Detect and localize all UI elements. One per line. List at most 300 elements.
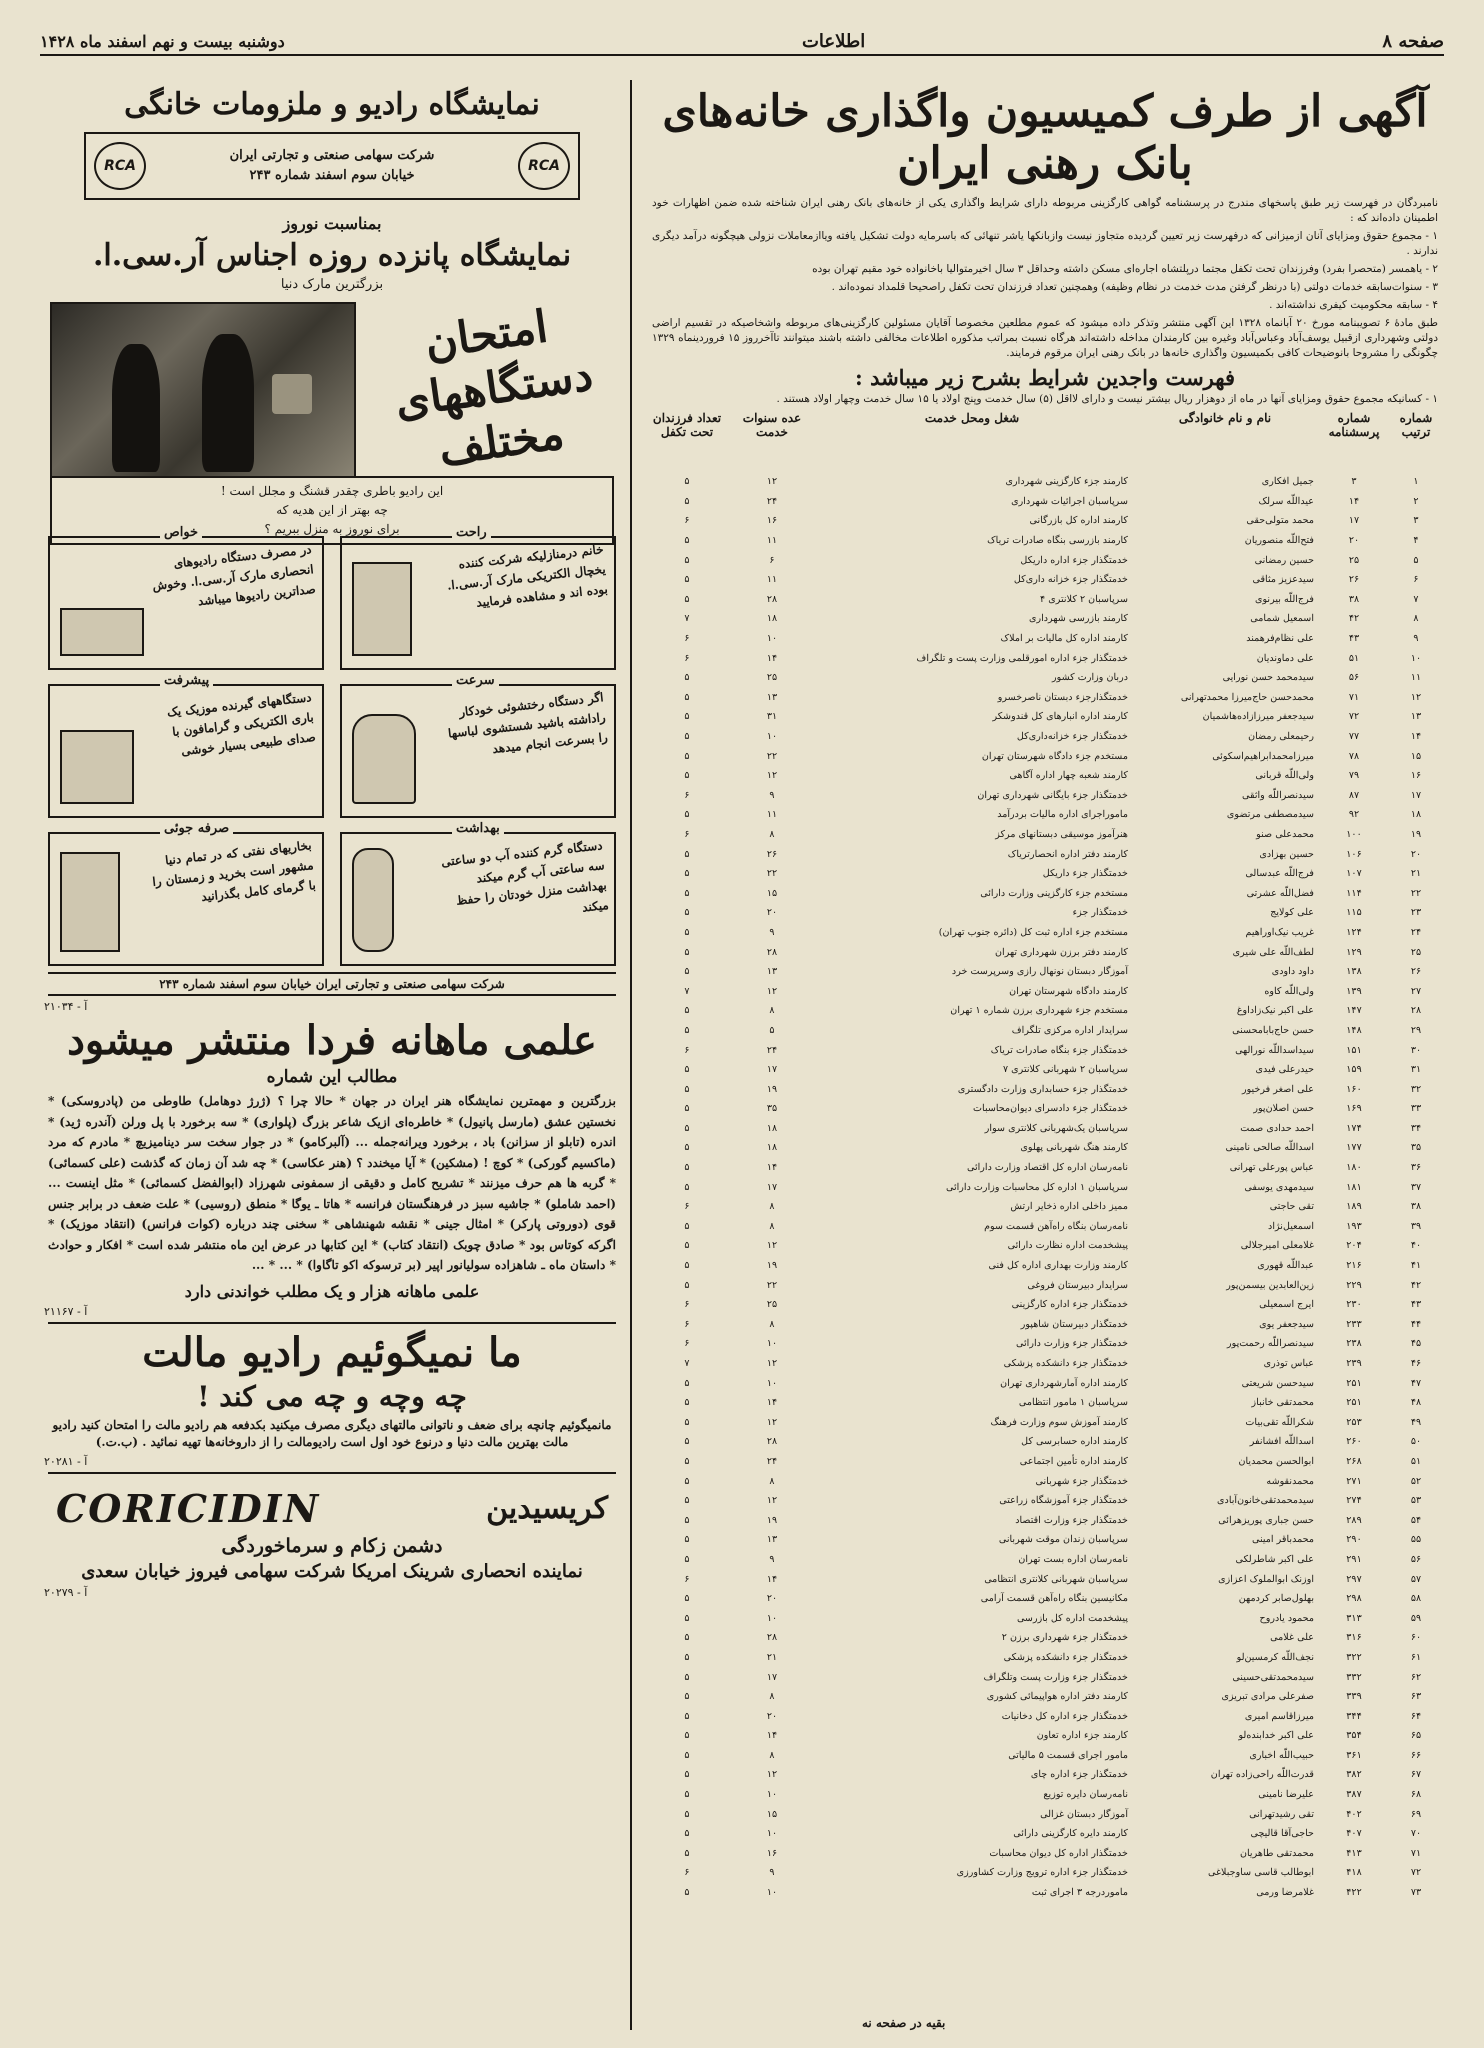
- cell-years: ۱۵: [766, 887, 778, 899]
- cell-name: قدرت‌اللّه راحی‌زاده تهران: [1210, 1769, 1314, 1781]
- eligible-table: [642, 410, 1442, 1902]
- table-row: [642, 1413, 1442, 1433]
- continued-note: بقیه در صفحه نه: [862, 2016, 946, 2030]
- cell-row: ۱۱: [1410, 672, 1422, 684]
- rca-tagline: بزرگترین مارک دنیا: [280, 277, 384, 292]
- cell-children: ۵: [684, 1260, 690, 1272]
- cell-job: ممیز داخلی اداره ذخایر ارتش: [1010, 1201, 1128, 1213]
- product-box: [48, 673, 324, 818]
- cell-children: ۶: [684, 1573, 690, 1585]
- cell-job: هنرآموز موسیقی دبستانهای مرکز: [995, 828, 1128, 840]
- cell-children: ۵: [684, 1220, 690, 1232]
- cell-row: ۷۳: [1410, 1887, 1422, 1899]
- cell-years: ۱۷: [766, 1671, 778, 1683]
- table-header-row: [642, 410, 1442, 472]
- cell-children: ۵: [684, 1005, 690, 1017]
- cell-children: ۵: [684, 1122, 690, 1134]
- cell-years: ۹: [769, 789, 775, 801]
- table-row: [642, 1021, 1442, 1041]
- cell-children: ۵: [684, 672, 690, 684]
- cell-job: سرایدار اداره مرکزی تلگراف: [1011, 1024, 1128, 1036]
- cell-years: ۱۴: [766, 1162, 778, 1174]
- cell-name: حیدرعلی فیدی: [1255, 1064, 1314, 1076]
- table-row: [642, 1373, 1442, 1393]
- product-box-text: دستگاههای گیرنده موزیک یک باری الکتریکی و گرامافون با صدای طبیعی بسیار خوشی: [166, 690, 317, 759]
- cell-form: ۵۶: [1348, 672, 1360, 684]
- table-row: [642, 668, 1442, 688]
- cell-years: ۱۰: [766, 1887, 778, 1899]
- table-row: [642, 531, 1442, 551]
- col-name: نام و نام خانوادگی: [1178, 411, 1272, 425]
- cell-name: احمد حدادی صمت: [1240, 1122, 1314, 1134]
- cell-name: عباس پورعلی تهرانی: [1229, 1162, 1314, 1174]
- table-row: [642, 1491, 1442, 1511]
- cell-form: ۱۴: [1348, 495, 1360, 507]
- table-row: [642, 629, 1442, 649]
- cell-years: ۹: [769, 1867, 775, 1879]
- cell-name: سیدمهدی یوسفی: [1244, 1181, 1314, 1193]
- cell-name: فرج‌اللّه بیرنوی: [1254, 593, 1314, 605]
- cell-form: ۱۶۰: [1346, 1083, 1362, 1095]
- cell-form: ۲۵۳: [1346, 1416, 1362, 1428]
- cell-years: ۲۴: [766, 1044, 778, 1056]
- table-row: [642, 1138, 1442, 1158]
- promo-script: امتحان دستگاههای مختلف: [391, 301, 596, 476]
- cell-form: ۱۸۹: [1346, 1201, 1362, 1213]
- cell-form: ۲۹۱: [1346, 1553, 1362, 1565]
- cell-children: ۶: [684, 1867, 690, 1879]
- cell-name: اوزنک ابوالملوک اعزازی: [1218, 1573, 1314, 1585]
- cell-job: خدمتگذار جزء بایگانی شهرداری تهران: [977, 789, 1128, 801]
- table-row: [642, 1785, 1442, 1805]
- cell-form: ۱۱۴: [1346, 887, 1362, 899]
- radiomalt-title: ما نمیگوئیم رادیو مالت: [142, 1328, 522, 1376]
- table-row: [642, 1119, 1442, 1139]
- issue-date: دوشنبه بیست و نهم اسفند ماه ۱۴۲۸: [40, 31, 285, 51]
- cell-job: کارمند دفتر برزن شهرداری تهران: [994, 946, 1128, 958]
- ads-column: [44, 86, 620, 2026]
- table-row: [642, 1040, 1442, 1060]
- cell-years: ۱۲: [766, 1416, 778, 1428]
- fridge-icon: [352, 562, 412, 656]
- cell-years: ۲۲: [766, 868, 778, 880]
- cell-row: ۵۰: [1410, 1436, 1422, 1448]
- cell-form: ۷۸: [1348, 750, 1360, 762]
- cell-children: ۵: [684, 1083, 690, 1095]
- radio-icon: [60, 608, 144, 656]
- cell-years: ۸: [769, 1220, 775, 1232]
- cell-row: ۲۱: [1410, 868, 1422, 880]
- cell-row: ۱: [1413, 476, 1419, 488]
- cell-form: ۱۲۴: [1346, 926, 1362, 938]
- cell-job: کارمند بازرسی شهرداری: [1028, 613, 1128, 625]
- cell-children: ۵: [684, 1612, 690, 1624]
- product-box-label: خواص: [160, 525, 202, 540]
- cell-job: سرپاسبان ۱ اداره کل محاسبات وزارت دارائی: [945, 1181, 1128, 1193]
- cell-job: آموزگار دبستان غزالی: [1040, 1808, 1128, 1820]
- table-row: [642, 1236, 1442, 1256]
- cell-children: ۵: [684, 1632, 690, 1644]
- cell-children: ۵: [684, 1181, 690, 1193]
- caption-line: برای نوروز به منزل ببریم ؟: [264, 522, 400, 536]
- cell-form: ۴۰۷: [1346, 1828, 1362, 1840]
- cell-form: ۳۸۲: [1346, 1769, 1362, 1781]
- table-row: [642, 590, 1442, 610]
- radiomalt-body: مانمیگوئیم چانچه برای ضعف و ناتوانی مالتهای دیگری مصرف میکنید بکدفعه هم رادیو مالت را امتحان کنید رادیو مالت بهترین مالت دنیا و درنوع خود اول است رادیومالت را از داروخانه‌ها تهیه نمائید . (ب.ت.): [52, 1417, 612, 1449]
- cell-job: مستخدم جزء اداره ثبت کل (دائره جنوب تهران): [938, 926, 1128, 938]
- cell-row: ۶۹: [1410, 1808, 1422, 1820]
- cell-name: محمدباقر امینی: [1251, 1534, 1314, 1546]
- cell-children: ۶: [684, 1299, 690, 1311]
- table-row: [642, 1197, 1442, 1217]
- cell-name: سیدجعفر یوی: [1259, 1318, 1314, 1330]
- cell-name: محمد متولی‌حقی: [1246, 515, 1314, 527]
- cell-form: ۲۷۱: [1346, 1475, 1362, 1487]
- notice-condition: ۴ - سابقه محکومیت کیفری نداشته‌اند .: [1269, 299, 1438, 311]
- cell-children: ۶: [684, 1044, 690, 1056]
- cell-job: خدمتگذار جزء دادسرای دیوان‌محاسبات: [973, 1103, 1128, 1115]
- table-row: [642, 1804, 1442, 1824]
- cell-row: ۴۹: [1410, 1416, 1422, 1428]
- cell-row: ۶۲: [1410, 1671, 1422, 1683]
- page-number: صفحه ۸: [1382, 30, 1444, 52]
- cell-years: ۲۴: [766, 495, 778, 507]
- cell-name: محمدعلی صنو: [1256, 828, 1314, 840]
- cell-name: علی غلامی: [1270, 1632, 1314, 1644]
- cell-children: ۵: [684, 868, 690, 880]
- cell-years: ۸: [769, 1691, 775, 1703]
- cell-children: ۵: [684, 926, 690, 938]
- cell-form: ۲۶: [1348, 574, 1360, 586]
- table-row: [642, 472, 1442, 492]
- cell-name: اسمعیل‌نژاد: [1268, 1220, 1314, 1232]
- cell-row: ۲۳: [1410, 907, 1422, 919]
- cell-job: کارمند دادگاه شهرستان تهران: [1009, 985, 1128, 997]
- cell-form: ۴۱۳: [1346, 1847, 1362, 1859]
- cell-years: ۱۰: [766, 1828, 778, 1840]
- cell-row: ۵۸: [1410, 1593, 1422, 1605]
- cell-years: ۹: [769, 926, 775, 938]
- table-row: [642, 1824, 1442, 1844]
- list-note: ۱ - کسانیکه مجموع حقوق ومزایای آنها در ماه از دوهزار ریال بیشتر نیست و دارای لااقل (۵) سال خدمت وپنج اولاد یا ۱۵ سال خدمت وچهار اولاد هستند .: [776, 393, 1438, 405]
- cell-children: ۵: [684, 535, 690, 547]
- cell-form: ۱۹۳: [1346, 1220, 1362, 1232]
- cell-years: ۹: [769, 1553, 775, 1565]
- cell-children: ۵: [684, 1828, 690, 1840]
- notice-closing: طبق مادهٔ ۶ تصویبنامه مورخ ۲۰ آبانماه ۱۳۲۸ این آگهی منتشر وتذکر داده میشود که عموم مطلعین مخصوصا آقایان مسئولین کارگزینی‌های مربوطه واشخاصیکه در تقسیم اراضی دولتی وشهرداری ازقبیل یوسف‌آباد وعباس‌آباد وغیره بین کارمندان مداخله داشته‌اند هرگاه نسبت بمراتب مذکوره اطلاعات مخالفی داشته باشند میتوانند تاآخرروز ۱۵ فروردینماه ۱۳۲۹ چگونگی را مشروحا بانوضیحات کافی بکمیسیون واگذاری خانه‌ها در بانک رهنی ایران مرقوم فرمایند.: [652, 317, 1439, 359]
- cell-name: سیدمصطفی مرتضوی: [1226, 809, 1314, 821]
- cell-job: خدمتگذار اداره کل دیوان محاسبات: [989, 1847, 1128, 1859]
- cell-children: ۵: [684, 1749, 690, 1761]
- cell-years: ۵: [769, 1024, 775, 1036]
- cell-row: ۲۶: [1410, 966, 1422, 978]
- cell-years: ۲۸: [766, 1632, 778, 1644]
- cell-row: ۴۶: [1410, 1358, 1422, 1370]
- cell-row: ۲۲: [1410, 887, 1422, 899]
- ad-code: آ - ۲۱۰۳۴: [44, 1000, 88, 1013]
- cell-row: ۳۶: [1410, 1162, 1422, 1174]
- cell-form: ۱۸۱: [1346, 1181, 1362, 1193]
- cell-form: ۳۱۳: [1346, 1612, 1362, 1624]
- cell-name: غلامرضا ورمی: [1256, 1887, 1314, 1899]
- cell-years: ۱۸: [766, 613, 778, 625]
- cell-years: ۱۹: [766, 1514, 778, 1526]
- cell-form: ۲۹۰: [1346, 1534, 1362, 1546]
- radio-shape: [272, 374, 312, 414]
- cell-name: فرج‌اللّه عبدسالی: [1245, 868, 1314, 880]
- cell-years: ۱۷: [766, 1181, 778, 1193]
- cell-name: سیدعزیز مثاقی: [1252, 574, 1314, 586]
- cell-children: ۵: [684, 1769, 690, 1781]
- cell-job: مامور اجرای قسمت ۵ مالیاتی: [1008, 1749, 1128, 1761]
- cell-children: ۵: [684, 848, 690, 860]
- cell-years: ۲۲: [766, 750, 778, 762]
- cell-years: ۲۰: [766, 1593, 778, 1605]
- cell-row: ۹: [1413, 633, 1419, 645]
- cell-row: ۶۷: [1410, 1769, 1422, 1781]
- table-row: [642, 1275, 1442, 1295]
- caption-line: این رادیو باطری چقدر قشنگ و مجلل است !: [220, 484, 444, 498]
- table-row: [642, 707, 1442, 727]
- cell-job: مکانیسین بنگاه راه‌آهن قسمت آرامی: [980, 1593, 1128, 1605]
- table-row: [642, 511, 1442, 531]
- cell-row: ۳۱: [1410, 1064, 1422, 1076]
- table-row: [642, 1432, 1442, 1452]
- cell-form: ۴۰۲: [1346, 1808, 1362, 1820]
- cell-job: مستخدم جزء کارگزینی وزارت دارائی: [980, 887, 1128, 899]
- cell-name: علی اکبر نیک‌زاداوغ: [1236, 1005, 1314, 1017]
- cell-name: سیدنصراللّه واثقی: [1241, 789, 1314, 801]
- cell-children: ۵: [684, 750, 690, 762]
- ad-code: آ - ۲۰۲۸۱: [44, 1454, 88, 1468]
- cell-children: ۵: [684, 1651, 690, 1663]
- cell-form: ۲۵۱: [1346, 1377, 1362, 1389]
- cell-form: ۱۵۹: [1346, 1064, 1362, 1076]
- cell-children: ۵: [684, 1671, 690, 1683]
- cell-form: ۲۷۴: [1346, 1495, 1362, 1507]
- cell-form: ۱۴۷: [1346, 1005, 1362, 1017]
- cell-name: سیداسداللّه نورالهی: [1235, 1044, 1314, 1056]
- magazine-contents: بزرگترین و مهمترین نمایشگاه هنر ایران در جهان * حالا چرا ؟ (ژرژ دوهامل) طاوطی من (پادروسکی) * نخستین عشق (مارسل پانیول) * خاطره‌ای ازیک شاعر بزرگ (پلواری) * سه برخورد با پل ورلن (آندره ژید) * اندره (تابلو از سزانن) باد ، برخورد ویرانه‌جمله ... (آلبرکامو) * در جوار سخت سر دینامیزیچ * مادرم که مرد (ماکسیم گورکی) * کوچ ! (مشکین) * آیا میخندد ؟ (هنر عکاسی) * چه شد آن زمان که گذشت (علی کسمائی) * گربه ها هم حرف میزنند * تشریح کامل و دقیقی از سمفونی شهرزاد (ابوالفضل کسمائی) * مثل اینست ... (احمد شاملو) * جاشیه سبز در فرهنگستان فرانسه * هاتا ـ یوگا * منطق (روسیی) * علت ضعف در برابر جنس قوی (دوروتی پارکر) * امثال جینی * نقشه شهنشاهی * سخنی چند درباره (کوات فرانس) (انتقاد موزیک) * اگرکه کوتاس بود * صادق چوبک (انتقاد کتاب) * این کتابها در عرض این ماه منتشر شده است * افکار و حوادث * داستان ماه ـ شاهزاده سولیانور اپیر (بر ترسوکه اکو تاگاوا) * ... * ...: [48, 1094, 616, 1272]
- notice-condition: ۳ - سنوات‌سابقه خدمات دولتی (با درنظر گرفتن مدت خدمت در نظام وظیفه) وهمچنین تعداد فرزندان تحت تکفل راصحیحا قلمداد نموده‌اند .: [831, 281, 1438, 293]
- cell-form: ۱۴۸: [1346, 1024, 1362, 1036]
- cell-form: ۹۲: [1348, 809, 1360, 821]
- product-box-label: صرفه جوئی: [160, 821, 233, 836]
- cell-job: کارمند جزء اداره تعاون: [1036, 1730, 1128, 1742]
- cell-form: ۲۶۸: [1346, 1455, 1362, 1467]
- cell-row: ۶۰: [1410, 1632, 1422, 1644]
- table-row: [642, 1863, 1442, 1883]
- product-box: [340, 673, 616, 818]
- cell-years: ۱۲: [766, 1240, 778, 1252]
- cell-children: ۵: [684, 1593, 690, 1605]
- product-box-text: بخاریهای نفتی که در تمام دنیا مشهور است بخرید و زمستان را با گرمای کامل بگذرانید: [151, 838, 317, 904]
- cell-years: ۱۲: [766, 1769, 778, 1781]
- cell-years: ۲۲: [766, 1279, 778, 1291]
- cell-form: ۷۷: [1348, 731, 1360, 743]
- cell-years: ۱۵: [766, 1808, 778, 1820]
- cell-job: خدمتگذار جزء شهرداری برزن ۲: [1001, 1632, 1128, 1644]
- cell-form: ۳۸: [1348, 593, 1360, 605]
- cell-form: ۳۴۴: [1346, 1710, 1362, 1722]
- cell-name: حسن اصلان‌پور: [1253, 1103, 1314, 1115]
- cell-name: علی اکبر شاطرلکی: [1235, 1553, 1314, 1565]
- cell-job: کارمند وزارت بهداری اداره کل فنی: [988, 1260, 1128, 1272]
- cell-form: ۱۸۰: [1346, 1162, 1362, 1174]
- cell-job: خدمتگذار جزء خزانه‌داری‌کل: [1016, 731, 1128, 743]
- table-row: [642, 1295, 1442, 1315]
- cell-years: ۳۵: [766, 1103, 778, 1115]
- cell-row: ۵۴: [1410, 1514, 1422, 1526]
- cell-form: ۷۱: [1348, 691, 1360, 703]
- cell-name: اسمعیل شمامی: [1250, 613, 1314, 625]
- cell-children: ۵: [684, 887, 690, 899]
- cell-job: خدمتگذار دبیرستان شاهپور: [1020, 1318, 1128, 1330]
- cell-row: ۶۳: [1410, 1691, 1422, 1703]
- radiomalt-subtitle: چه وچه و چه می کند !: [197, 1379, 467, 1413]
- cell-children: ۵: [684, 593, 690, 605]
- cell-years: ۱۳: [766, 966, 778, 978]
- cell-row: ۴۷: [1410, 1377, 1422, 1389]
- cell-years: ۱۱: [766, 574, 778, 586]
- cell-children: ۵: [684, 1103, 690, 1115]
- company-box: [84, 132, 580, 200]
- cell-children: ۵: [684, 1808, 690, 1820]
- cell-form: ۳۳۲: [1346, 1671, 1362, 1683]
- cell-row: ۱۳: [1410, 711, 1422, 723]
- cell-form: ۸۷: [1348, 789, 1360, 801]
- cell-years: ۱۲: [766, 1358, 778, 1370]
- cell-job: خدمتگذار جزء: [1072, 907, 1128, 919]
- table-row: [642, 883, 1442, 903]
- cell-row: ۱۸: [1410, 809, 1422, 821]
- table-row: [642, 942, 1442, 962]
- notice-title-line2: بانک رهنی ایران: [897, 138, 1193, 189]
- rca-ad-title: نمایشگاه رادیو و ملزومات خانگی: [124, 87, 540, 122]
- cell-form: ۴۱۸: [1346, 1867, 1362, 1879]
- figure-shape: [112, 344, 160, 472]
- cell-row: ۶۱: [1410, 1651, 1422, 1663]
- cell-row: ۱۵: [1410, 750, 1422, 762]
- cell-form: ۳۶۱: [1346, 1749, 1362, 1761]
- table-row: [642, 1079, 1442, 1099]
- cell-years: ۳۱: [766, 711, 778, 723]
- cell-name: محمدحسن حاج‌میرزا محمدتهرانی: [1180, 691, 1314, 703]
- table-row: [642, 1217, 1442, 1237]
- table-row: [642, 864, 1442, 884]
- cell-form: ۱۰۰: [1346, 828, 1362, 840]
- cell-job: خدمتگذار جزء دانشکده پزشکی: [1003, 1651, 1128, 1663]
- cell-row: ۶۶: [1410, 1749, 1422, 1761]
- promo-photo: [50, 302, 356, 478]
- cell-job: خدمتگذار جزء اداره امورقلمی وزارت پست و تلگراف: [916, 652, 1128, 664]
- cell-row: ۱۲: [1410, 691, 1422, 703]
- cell-years: ۱۰: [766, 1338, 778, 1350]
- cell-years: ۱۹: [766, 1083, 778, 1095]
- cell-form: ۲۹۷: [1346, 1573, 1362, 1585]
- cell-row: ۳۵: [1410, 1142, 1422, 1154]
- cell-job: خدمتگذار جزء اداره ترویج وزارت کشاورزی: [956, 1867, 1128, 1879]
- cell-children: ۵: [684, 1436, 690, 1448]
- cell-name: سیدمحمدتقی‌خانون‌آبادی: [1217, 1495, 1314, 1507]
- cell-name: اسداللّه افشانفر: [1249, 1436, 1314, 1448]
- cell-name: حبیب‌اللّه اخباری: [1249, 1749, 1314, 1761]
- table-row: [642, 1550, 1442, 1570]
- heater-icon: [60, 852, 120, 952]
- cell-name: عباس توذری: [1263, 1358, 1314, 1370]
- housing-notice: [642, 86, 1448, 2030]
- table-row: [642, 1471, 1442, 1491]
- cell-form: ۲۵: [1348, 554, 1360, 566]
- water-heater-icon: [352, 848, 394, 952]
- cell-name: عبداللّه قهوری: [1257, 1260, 1314, 1272]
- cell-children: ۶: [684, 1318, 690, 1330]
- cell-years: ۲۰: [766, 907, 778, 919]
- cell-name: سیدجعفر میرزازاده‌هاشمیان: [1202, 711, 1314, 723]
- cell-row: ۲۷: [1410, 985, 1422, 997]
- cell-children: ۵: [684, 1240, 690, 1252]
- cell-row: ۴: [1413, 535, 1419, 547]
- product-box-text: دستگاه گرم کننده آب دو ساعتی سه ساعتی آب گرم میکند بهداشت منزل خودتان را حفظ میکند: [440, 838, 610, 915]
- cell-form: ۲۶۰: [1346, 1436, 1362, 1448]
- cell-row: ۶: [1413, 574, 1419, 586]
- cell-name: غلامعلی امیرجلالی: [1240, 1240, 1314, 1252]
- cell-job: کارمند اداره کل مالیات بر املاک: [1000, 633, 1128, 645]
- cell-form: ۳۲۲: [1346, 1651, 1362, 1663]
- table-row: [642, 844, 1442, 864]
- cell-row: ۲: [1413, 495, 1419, 507]
- col-children: تعداد فرزندان تحت تکفل: [652, 411, 722, 439]
- product-box: [340, 525, 616, 670]
- cell-children: ۵: [684, 1162, 690, 1174]
- col-job: شغل ومحل خدمت: [924, 411, 1020, 425]
- notice-condition: ۲ - یاهمسر (متحصرا بفرد) وفرزندان تحت تکفل مجتما درپلتشاه اجاره‌ای مسکن داشته وحداقل ۳ سال اخیرمتوالیا باخانواده خود مقیم تهران بوده: [812, 263, 1438, 275]
- cell-name: حسین بهزادی: [1259, 848, 1314, 860]
- cell-job: کارمند آموزش سوم وزارت فرهنگ: [990, 1416, 1128, 1428]
- cell-form: ۱۶۹: [1346, 1103, 1362, 1115]
- cell-children: ۵: [684, 770, 690, 782]
- cell-name: سیدمحمدتقی‌حسینی: [1232, 1671, 1314, 1683]
- product-box-text: اگر دستگاه رختشوئی خودکار راداشته باشید شستشوی لباسها را بسرعت انجام میدهد: [447, 690, 609, 757]
- rca-logo-icon: RCA: [518, 142, 570, 190]
- cell-years: ۱۴: [766, 652, 778, 664]
- cell-years: ۲۵: [766, 672, 778, 684]
- cell-job: آموزگار دبستان نونهال رازی وسرپرست خرد: [951, 966, 1128, 978]
- cell-row: ۳۴: [1410, 1122, 1422, 1134]
- cell-row: ۱۴: [1410, 731, 1422, 743]
- cell-form: ۲۲۹: [1346, 1279, 1362, 1291]
- cell-children: ۶: [684, 1201, 690, 1213]
- table-row: [642, 1746, 1442, 1766]
- cell-job: سرایدار دبیرستان فروغی: [1027, 1279, 1128, 1291]
- table-row: [642, 923, 1442, 943]
- cell-row: ۶۴: [1410, 1710, 1422, 1722]
- cell-years: ۱۱: [766, 535, 778, 547]
- cell-job: سرپاسبان شهربانی کلانتری انتظامی: [984, 1573, 1128, 1585]
- cell-form: ۱۷۷: [1346, 1142, 1362, 1154]
- cell-form: ۷۹: [1348, 770, 1360, 782]
- cell-form: ۲۳۸: [1346, 1338, 1362, 1350]
- cell-job: کارمند بازرسی بنگاه صادرات تریاک: [987, 535, 1128, 547]
- cell-row: ۲۰: [1410, 848, 1422, 860]
- cell-years: ۲۵: [766, 1299, 778, 1311]
- cell-years: ۲۱: [766, 1651, 778, 1663]
- cell-years: ۸: [769, 1201, 775, 1213]
- cell-form: ۴۲۲: [1346, 1887, 1362, 1899]
- cell-children: ۵: [684, 1475, 690, 1487]
- cell-children: ۵: [684, 1534, 690, 1546]
- cell-row: ۳: [1413, 515, 1419, 527]
